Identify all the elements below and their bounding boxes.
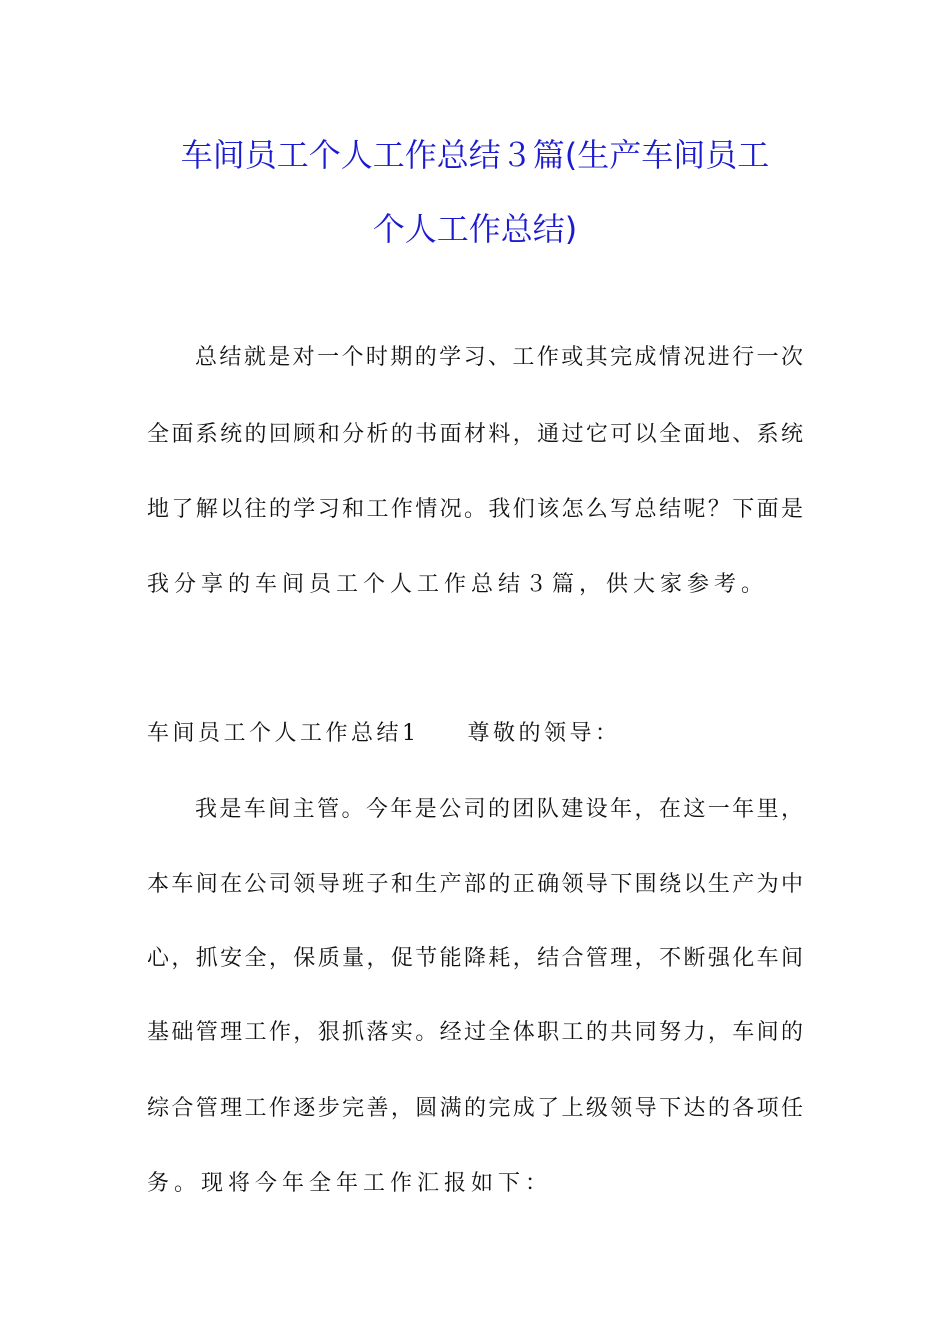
intro-paragraph-line-3: 地了解以往的学习和工作情况。我们该怎么写总结呢？下面是	[147, 497, 803, 522]
document-title-line-1: 车间员工个人工作总结３篇(生产车间员工	[180, 136, 770, 174]
body-paragraph-line-3: 心，抓安全，保质量，促节能降耗，结合管理，不断强化车间	[147, 946, 803, 971]
section-heading-row	[147, 720, 621, 748]
body-paragraph-line-1: 我是车间主管。今年是公司的团队建设年，在这一年里，	[195, 797, 803, 822]
intro-paragraph-line-2: 全面系统的回顾和分析的书面材料，通过它可以全面地、系统	[147, 422, 803, 447]
body-paragraph-line-5: 综合管理工作逐步完善，圆满的完成了上级领导下达的各项任	[147, 1096, 803, 1121]
intro-paragraph-line-1: 总结就是对一个时期的学习、工作或其完成情况进行一次	[195, 345, 803, 370]
intro-paragraph-line-4: 我分享的车间员工个人工作总结３篇，供大家参考。	[147, 572, 769, 597]
document-title-line-2: 个人工作总结)	[372, 210, 578, 248]
body-paragraph-line-6: 务。现将今年全年工作汇报如下：	[147, 1171, 553, 1196]
salutation: 尊敬的领导：	[467, 721, 621, 746]
section-1-heading: 车间员工个人工作总结1	[147, 721, 420, 746]
body-paragraph-line-4: 基础管理工作，狠抓落实。经过全体职工的共同努力，车间的	[147, 1020, 803, 1045]
body-paragraph-line-2: 本车间在公司领导班子和生产部的正确领导下围绕以生产为中	[147, 872, 803, 897]
